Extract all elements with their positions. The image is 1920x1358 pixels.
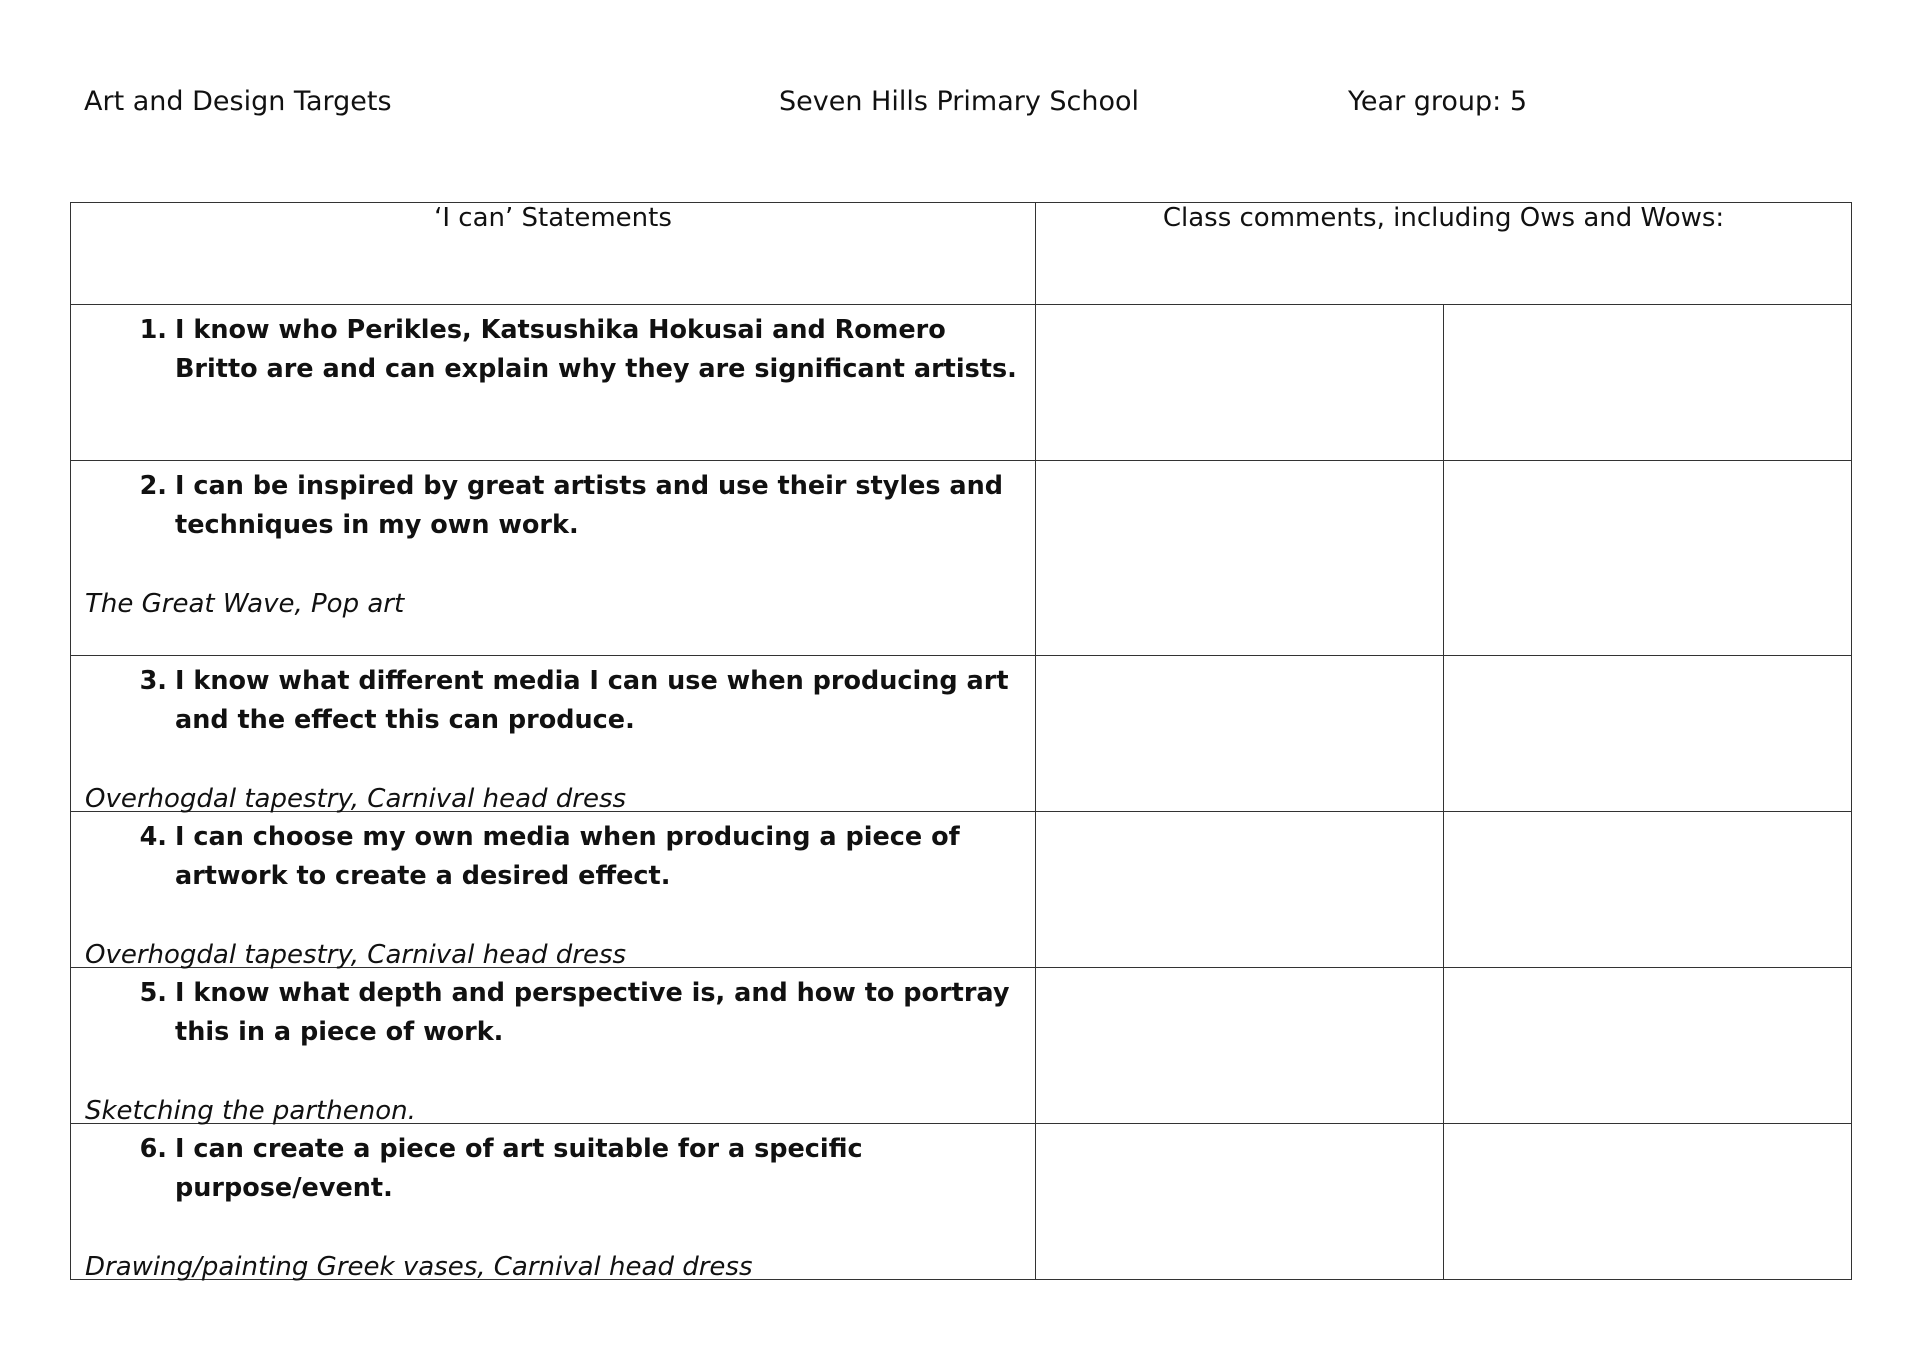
comment-cell[interactable] [1444, 461, 1852, 656]
table-row [71, 1124, 1852, 1280]
statement-text: I know what depth and perspective is, and how to portray this in a piece of work. [175, 978, 1010, 1047]
statement-cell [71, 305, 1036, 461]
statement-number: 3. [139, 666, 167, 696]
statement-number: 2. [139, 471, 167, 501]
comment-cell[interactable] [1444, 305, 1852, 461]
statement-example: Drawing/painting Greek vases, Carnival head dress [85, 1252, 753, 1282]
statement-cell [71, 656, 1036, 812]
page-header [0, 86, 1920, 126]
statement-cell [71, 968, 1036, 1124]
comment-cell[interactable] [1036, 305, 1444, 461]
statement-number: 1. [139, 315, 167, 345]
comment-cell[interactable] [1444, 1124, 1852, 1280]
table-row [71, 461, 1852, 656]
statement-text: I know who Perikles, Katsushika Hokusai and Romero Britto are and can explain why they are significant artists. [175, 315, 1017, 384]
statement-example: Overhogdal tapestry, Carnival head dress [85, 940, 627, 970]
comment-cell[interactable] [1444, 968, 1852, 1124]
table-row [71, 968, 1852, 1124]
statement-number: 4. [139, 822, 167, 852]
comment-cell[interactable] [1036, 812, 1444, 968]
statement-text: I know what different media I can use when producing art and the effect this can produce. [175, 666, 1009, 735]
statement-example: The Great Wave, Pop art [85, 589, 405, 619]
year-group: Year group: 5 [1348, 86, 1528, 117]
statement-text: I can be inspired by great artists and use their styles and techniques in my own work. [175, 471, 1004, 540]
comments-column-header: Class comments, including Ows and Wows: [1036, 203, 1852, 305]
statement-cell [71, 1124, 1036, 1280]
statement-cell [71, 461, 1036, 656]
statement-cell [71, 812, 1036, 968]
statement-example: Sketching the parthenon. [85, 1096, 416, 1126]
comment-cell[interactable] [1036, 968, 1444, 1124]
statement-number: 6. [139, 1134, 167, 1164]
table-header-row [71, 203, 1852, 305]
statement-number: 5. [139, 978, 167, 1008]
statement-text: I can choose my own media when producing a piece of artwork to create a desired effect. [175, 822, 960, 891]
comment-cell[interactable] [1036, 656, 1444, 812]
comment-cell[interactable] [1444, 656, 1852, 812]
targets-table [70, 202, 1852, 1280]
statement-example: Overhogdal tapestry, Carnival head dress [85, 784, 627, 814]
table-row [71, 305, 1852, 461]
table-row [71, 656, 1852, 812]
table-row [71, 812, 1852, 968]
document-title: Art and Design Targets [84, 86, 392, 117]
statement-text: I can create a piece of art suitable for a specific purpose/event. [175, 1134, 863, 1203]
comment-cell[interactable] [1444, 812, 1852, 968]
comment-cell[interactable] [1036, 1124, 1444, 1280]
school-name: Seven Hills Primary School [779, 86, 1140, 117]
comment-cell[interactable] [1036, 461, 1444, 656]
statements-column-header: ‘I can’ Statements [71, 203, 1036, 305]
